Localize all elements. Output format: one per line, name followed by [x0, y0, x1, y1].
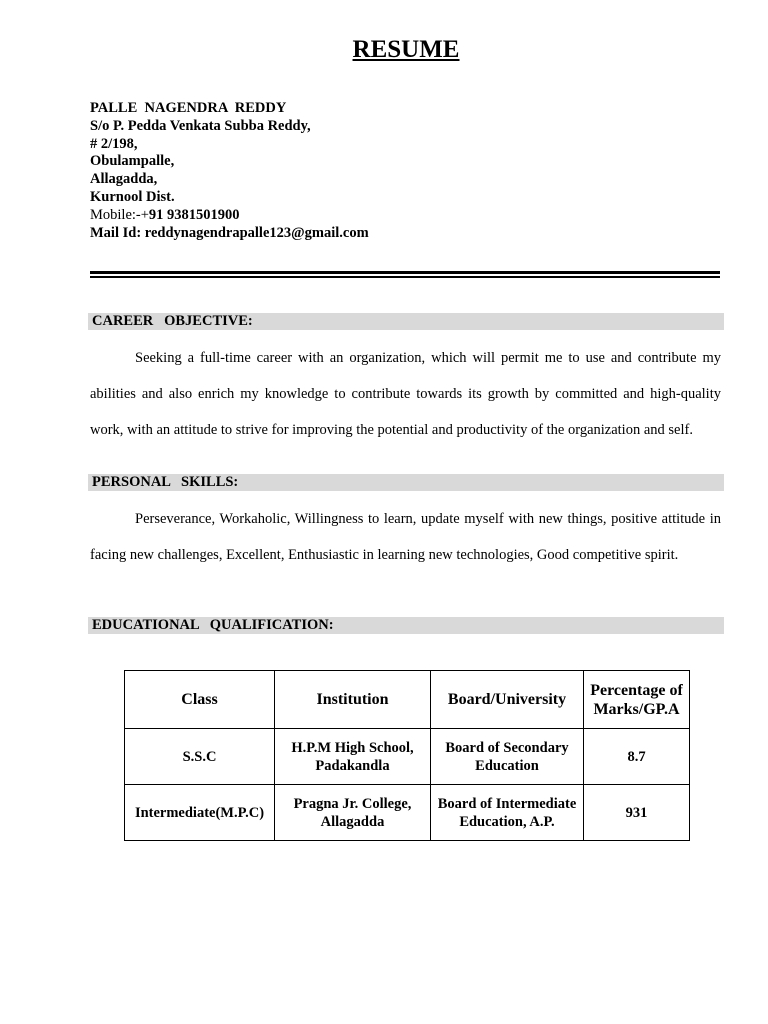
district: Kurnool Dist. — [90, 188, 175, 205]
personal-skills-heading: PERSONAL SKILLS: — [92, 474, 239, 490]
resume-title: RESUME — [352, 36, 460, 63]
career-objective-text — [90, 340, 721, 448]
table-row — [125, 729, 690, 785]
father-name: S/o P. Pedda Venkata Subba Reddy, — [90, 117, 311, 134]
cell-board: Board of Secondary Education — [431, 729, 584, 785]
cell-institution: Pragna Jr. College, Allagadda — [275, 785, 431, 841]
divider-thick — [90, 271, 720, 274]
mobile-line — [90, 207, 369, 225]
village: Obulampalle, — [90, 153, 175, 170]
education-heading: EDUCATIONAL QUALIFICATION: — [92, 617, 334, 633]
cell-institution: H.P.M High School, Padakandla — [275, 729, 431, 785]
career-objective-body: Seeking a full-time career with an organization, which will permit me to use and contribute my abilities and also enrich my knowledge to contribute towards its growth by committed and high-quality work, with an attitude to strive for improving the potential and productivity of the organization and self. — [90, 350, 721, 438]
town: Allagadda, — [90, 171, 158, 188]
header-institution: Institution — [275, 671, 431, 729]
mobile-number: 91 9381501900 — [148, 206, 240, 223]
candidate-name: PALLE NAGENDRA REDDY — [90, 100, 287, 116]
cell-percentage: 931 — [584, 785, 690, 841]
career-objective-heading: CAREER OBJECTIVE: — [92, 313, 253, 329]
education-table — [124, 670, 690, 841]
cell-percentage: 8.7 — [584, 729, 690, 785]
cell-board: Board of Intermediate Education, A.P. — [431, 785, 584, 841]
personal-skills-text — [90, 501, 721, 573]
table-row — [125, 785, 690, 841]
mobile-label: Mobile:-+ — [90, 206, 149, 223]
divider-thin — [90, 276, 720, 278]
contact-block — [90, 100, 369, 242]
table-header-row — [125, 671, 690, 729]
cell-class: S.S.C — [125, 729, 275, 785]
cell-class: Intermediate(M.P.C) — [125, 785, 275, 841]
header-board: Board/University — [431, 671, 584, 729]
header-class: Class — [125, 671, 275, 729]
header-percentage: Percentage of Marks/GP.A — [584, 671, 690, 729]
house-number: # 2/198, — [90, 135, 138, 152]
personal-skills-body: Perseverance, Workaholic, Willingness to learn, update myself with new things, positive attitude in facing new challenges, Excellent, Enthusiastic in learning new technologies, Good competitive spirit. — [90, 511, 721, 563]
mail-id: Mail Id: reddynagendrapalle123@gmail.com — [90, 224, 369, 241]
